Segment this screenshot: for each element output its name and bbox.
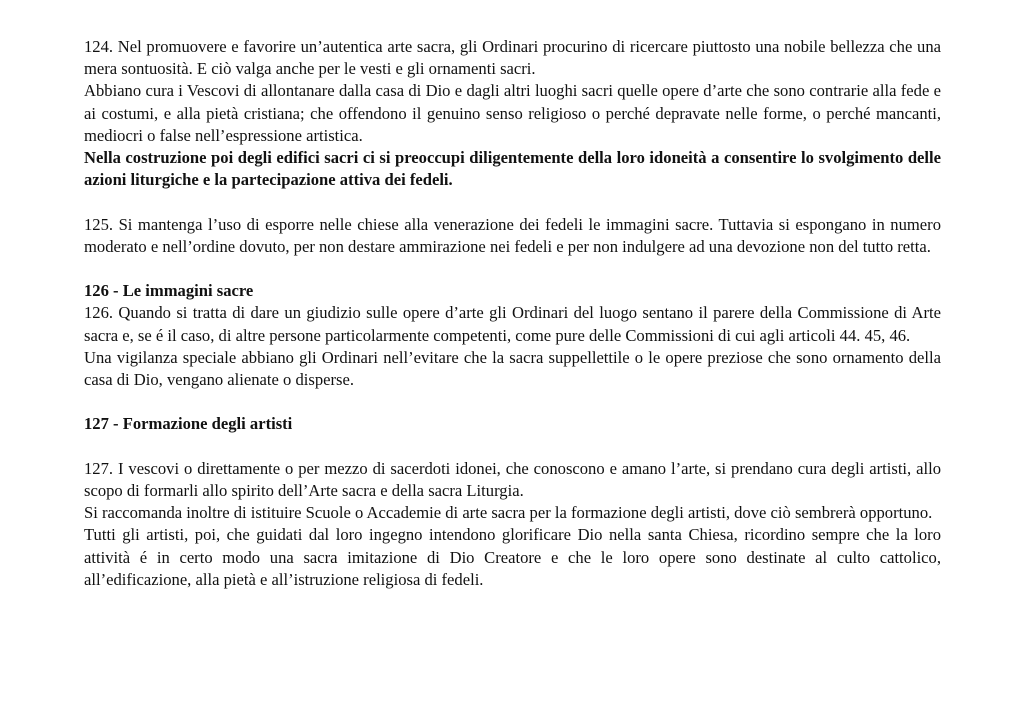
heading-127: 127 - Formazione degli artisti [84,414,293,434]
paragraph-124: 124. Nel promuovere e favorire un’autentica arte sacra, gli Ordinari procurino di ricercare piuttosto una nobile bellezza che una mera sontuosità. E ciò valga anche per le vesti e gli ornamenti sacri. [84,37,941,79]
paragraph-126: 126. Quando si tratta di dare un giudizio sulle opere d’arte gli Ordinari del luogo sentano il parere della Commissione di Arte sacra e, se é il caso, di altre persone particolarmente competenti, come pure delle Commissioni di cui agli articoli 44. 45, 46. [84,303,941,345]
paragraph-127-artists: Tutti gli artisti, poi, che guidati dal loro ingegno intendono glorificare Dio nella santa Chiesa, ricordino sempre che la loro attività é in certo modo una sacra imitazione di Dio Creatore e che le loro opere sono destinate al culto cattolico, all’edificazione, alla pietà e all’istruzione religiosa di fedeli. [84,525,941,589]
document-page [84,36,941,591]
paragraph-125: 125. Si mantenga l’uso di esporre nelle chiese alla venerazione dei fedeli le immagini sacre. Tuttavia si espongano in numero moderato e nell’ordine dovuto, per non destare ammirazione nei fedeli e per non indulgere ad una devozione non del tutto retta. [84,214,941,256]
paragraph-127-schools: Si raccomanda inoltre di istituire Scuole o Accademie di arte sacra per la formazione degli artisti, dove ciò sembrerà opportuno. [84,503,933,523]
paragraph-124-construction: Nella costruzione poi degli edifici sacri ci si preoccupi diligentemente della loro idoneità a consentire lo svolgimento delle azioni liturgiche e la partecipazione attiva dei fedeli. [84,148,941,190]
paragraph-127: 127. I vescovi o direttamente o per mezzo di sacerdoti idonei, che conoscono e amano l’arte, si prendano cura degli artisti, allo scopo di formarli allo spirito dell’Arte sacra e della sacra Liturgia. [84,458,941,500]
paragraph-gap [84,391,941,413]
paragraph-gap [84,258,941,280]
paragraph-124-bishops: Abbiano cura i Vescovi di allontanare dalla casa di Dio e dagli altri luoghi sacri quelle opere d’arte che sono contrarie alla fede e ai costumi, e alla pietà cristiana; che offendono il genuino senso religioso o perché depravate nelle forme, o perché mancanti, mediocri o false nell’espressione artistica. [84,81,941,145]
paragraph-gap [84,436,941,458]
heading-126: 126 - Le immagini sacre [84,281,254,301]
paragraph-126-vigilance: Una vigilanza speciale abbiano gli Ordinari nell’evitare che la sacra suppellettile o le opere preziose che sono ornamento della casa di Dio, vengano alienate o disperse. [84,347,941,390]
paragraph-gap [84,191,941,213]
